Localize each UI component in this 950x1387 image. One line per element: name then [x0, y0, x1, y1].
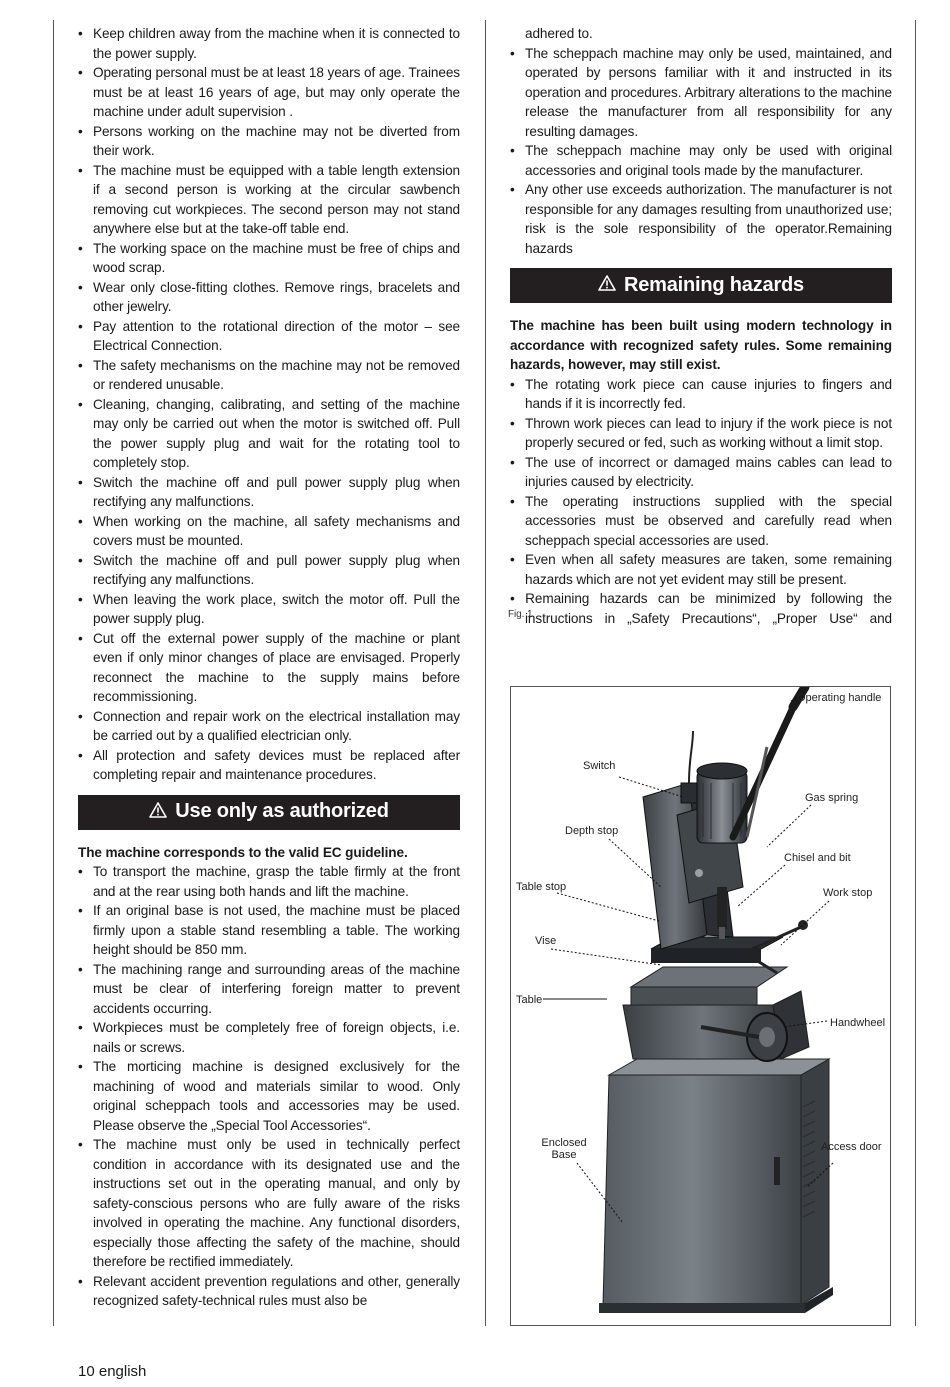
last-paragraph-line-2: instructions in „Safety Precautions“, „Proper Use“ and: [525, 610, 892, 626]
section-header-authorized-use: [78, 795, 460, 830]
section-title: Use only as authorized: [175, 800, 389, 823]
list-item: • Switch the machine off and pull power supply plug when rectifying any malfunctions.: [78, 551, 460, 590]
list-item: • When working on the machine, all safety mechanisms and covers must be mounted.: [78, 512, 460, 551]
list-item: • All protection and safety devices must be replaced after completing repair and maintenance procedures.: [78, 746, 460, 785]
list-item: • Even when all safety measures are taken, some remaining hazards which are not yet evident may still be present.: [510, 550, 892, 589]
callout-table: Table: [516, 994, 543, 1006]
list-item: • Relevant accident prevention regulations and other, generally recognized safety-technical rules must also be: [78, 1272, 460, 1311]
callout-gas-spring: Gas spring: [805, 792, 859, 804]
list-item: • Thrown work pieces can lead to injury if the work piece is not properly secured or fed, such as working without a limit stop.: [510, 414, 892, 453]
list-item: • Cut off the external power supply of the machine or plant even if only minor changes of place are envisaged. Properly reconnect the machine to the supply mains before recommissioning.: [78, 629, 460, 707]
authorized-use-bullet-list-continued: [510, 44, 892, 259]
list-item: • The machining range and surrounding areas of the machine must be clear of interfering foreign matter to prevent accidents occurring.: [78, 960, 460, 1019]
list-item: • The use of incorrect or damaged mains cables can lead to injuries caused by electricity.: [510, 453, 892, 492]
list-item: • The scheppach machine may only be used with original accessories and original tools made by the manufacturer.: [510, 141, 892, 180]
list-item: • The scheppach machine may only be used, maintained, and operated by persons familiar with it and instructed in its operation and procedures. Arbitrary alterations to the machine release the manufacturer from all responsibility for any resulting damages.: [510, 44, 892, 142]
callout-switch: Switch: [583, 760, 616, 772]
list-item: • The machine must only be used in technically perfect condition in accordance with its designated use and the instructions set out in the operating manual, and only by safety-conscious persons who are fully aware of the risks involved in operating the machine. Any functional disorders, especially those affecting the safety of the machine, should therefore be rectified immediately.: [78, 1135, 460, 1272]
figure-label: Fig. 1: [508, 608, 533, 620]
list-item: • The working space on the machine must be free of chips and wood scrap.: [78, 239, 460, 278]
list-item: • The safety mechanisms on the machine may not be removed or rendered unusable.: [78, 356, 460, 395]
warning-triangle-icon: [149, 802, 167, 823]
list-item: • Persons working on the machine may not be diverted from their work.: [78, 122, 460, 161]
right-column: [510, 24, 892, 628]
section-intro: The machine corresponds to the valid EC guideline.: [78, 844, 408, 860]
right-margin-rule: [915, 20, 916, 1326]
list-item: • Workpieces must be completely free of foreign objects, i.e. nails or screws.: [78, 1018, 460, 1057]
callout-work-stop: Work stop: [823, 887, 873, 899]
section-intro: The machine has been built using modern technology in accordance with recognized safety rules. Some remaining hazards, however, may still exist.: [510, 318, 892, 372]
list-item: • The machine must be equipped with a table length extension if a second person is working at the circular sawbench removing cut workpieces. The second person may not stand anywhere else but at the take-off table end.: [78, 161, 460, 239]
morticing-machine-illustration: [511, 687, 891, 1326]
callout-table-stop: Table stop: [516, 881, 567, 893]
callout-operating-handle: Operating handle: [797, 692, 882, 704]
callout-chisel-and-bit: Chisel and bit: [784, 852, 851, 864]
callout-enclosed-base: [541, 1137, 587, 1161]
list-item: • Operating personal must be at least 18 years of age. Trainees must be at least 16 years of age, but may only operate the machine under adult supervision .: [78, 63, 460, 122]
callout-vise: Vise: [535, 935, 557, 947]
center-column-rule: [485, 20, 486, 1326]
list-item: • If an original base is not used, the machine must be placed firmly upon a stable stand resembling a table. The working height should be 850 mm.: [78, 901, 460, 960]
list-item: • The operating instructions supplied with the special accessories must be observed and carefully read when scheppach special accessories are used.: [510, 492, 892, 551]
list-item: • Connection and repair work on the electrical installation may be carried out by a qualified electrician only.: [78, 707, 460, 746]
machine-figure: [510, 686, 891, 1326]
last-paragraph-line-1: • Remaining hazards can be minimized by following the: [510, 591, 892, 606]
left-margin-rule: [53, 20, 54, 1326]
callout-depth-stop: Depth stop: [565, 825, 619, 837]
callout-enclosed-base-line-1: Enclosed: [541, 1137, 587, 1149]
safety-bullet-list: [78, 24, 460, 785]
list-item: • The rotating work piece can cause injuries to fingers and hands if it is incorrectly fed.: [510, 375, 892, 414]
continued-text: adhered to.: [525, 26, 593, 41]
section-title: Remaining hazards: [624, 273, 804, 296]
list-item: • When leaving the work place, switch the motor off. Pull the power supply plug.: [78, 590, 460, 629]
callout-enclosed-base-line-2: Base: [551, 1149, 577, 1161]
warning-triangle-icon: [598, 275, 616, 296]
callout-access-door: Access door: [821, 1141, 882, 1153]
left-column: [78, 24, 460, 1311]
remaining-hazards-bullet-list: [510, 375, 892, 590]
page-footer: 10 english: [78, 1363, 147, 1380]
authorized-use-bullet-list: [78, 862, 460, 1311]
list-item: • Switch the machine off and pull power supply plug when rectifying any malfunctions.: [78, 473, 460, 512]
list-item: • Wear only close-fitting clothes. Remove rings, bracelets and other jewelry.: [78, 278, 460, 317]
callout-handwheel: Handwheel: [830, 1017, 886, 1029]
list-item: • To transport the machine, grasp the table firmly at the front and at the rear using both hands and lift the machine.: [78, 862, 460, 901]
section-header-remaining-hazards: [510, 268, 892, 303]
list-item: • Cleaning, changing, calibrating, and setting of the machine may only be carried out when the motor is switched off. Pull the power supply plug and wait for the rotating tool to completely stop.: [78, 395, 460, 473]
list-item: • The morticing machine is designed exclusively for the machining of wood and materials similar to wood. Only original scheppach tools and accessories may be used. Please observe the „Special Tool Accessories“.: [78, 1057, 460, 1135]
list-item: • Any other use exceeds authorization. The manufacturer is not responsible for any damages resulting from unauthorized use; risk is the sole responsibility of the operator.Remaining hazards: [510, 180, 892, 258]
list-item: • Pay attention to the rotational direction of the motor – see Electrical Connection.: [78, 317, 460, 356]
list-item: • Keep children away from the machine when it is connected to the power supply.: [78, 24, 460, 63]
